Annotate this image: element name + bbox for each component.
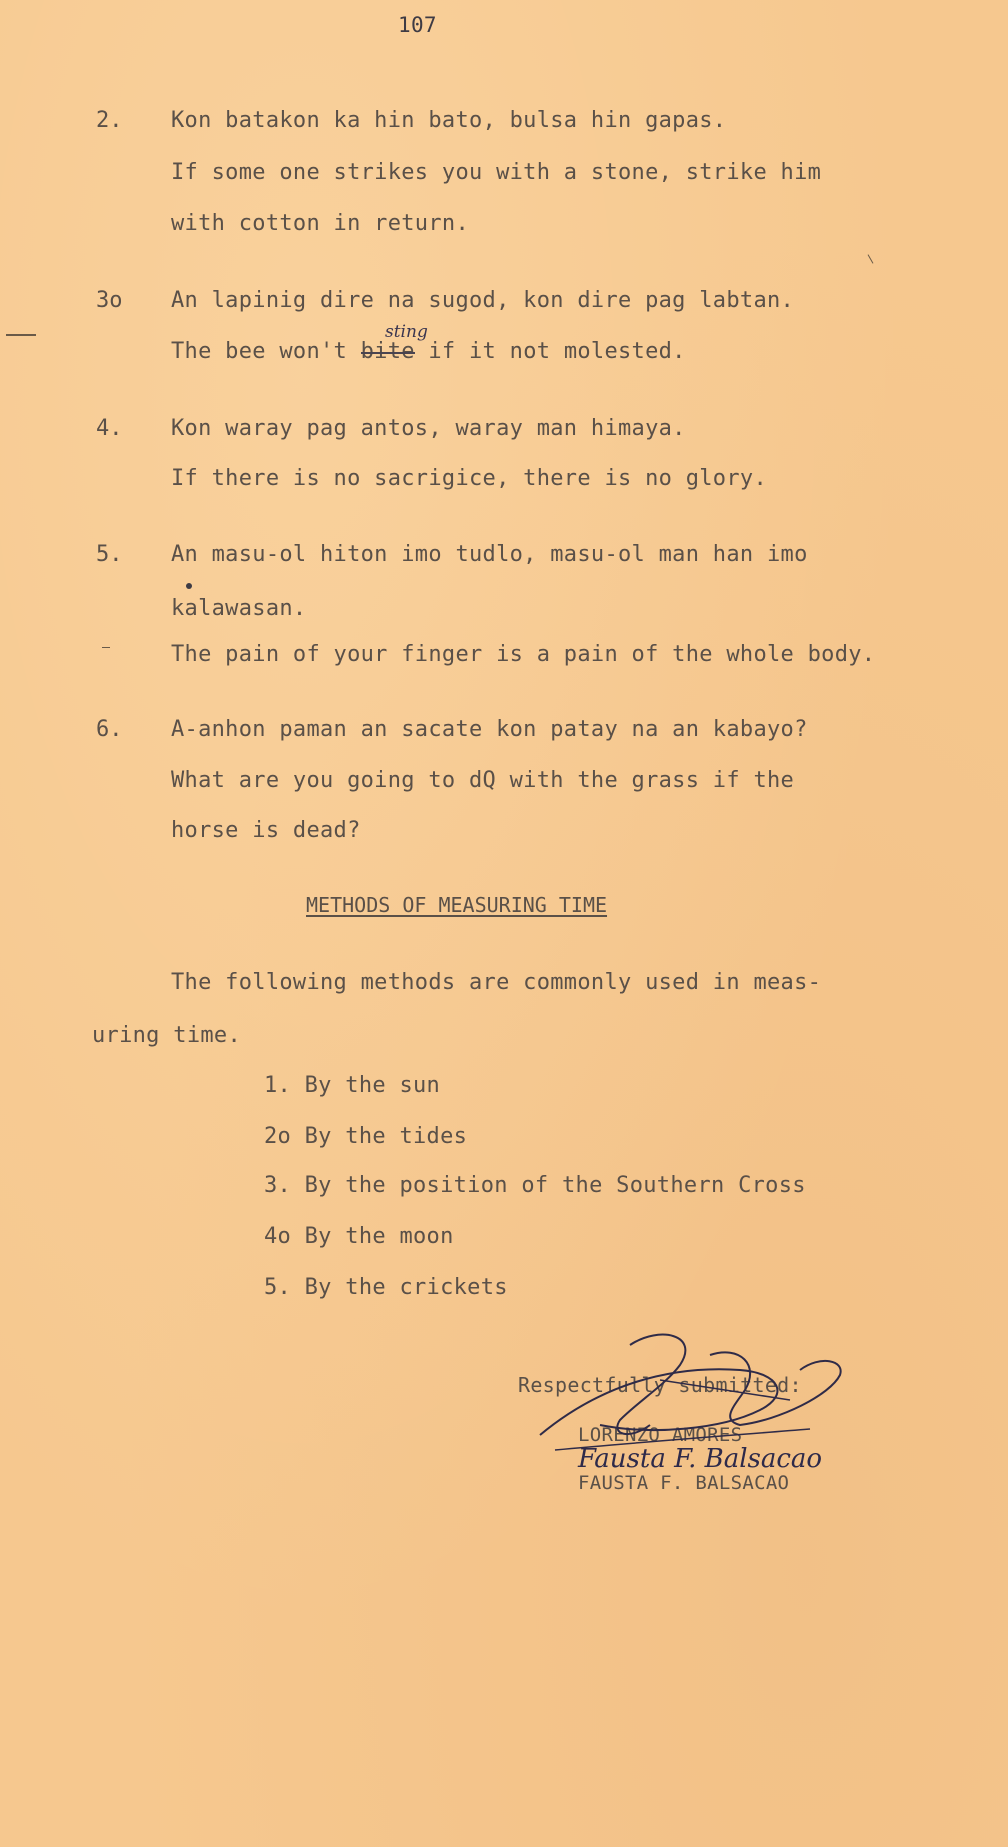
item-number: 3o [96, 288, 123, 313]
closing-line: Respectfully submitted: [518, 1373, 802, 1397]
proverb-translation [171, 339, 686, 365]
intro-text: uring time. [92, 1023, 241, 1048]
margin-mark [6, 334, 36, 336]
item-number: 2. [96, 108, 123, 133]
handwritten-correction: sting [385, 322, 428, 342]
proverb-original: Kon batakon ka hin bato, bulsa hin gapas. [171, 108, 727, 133]
method-item: 4o By the moon [264, 1224, 454, 1249]
method-item: 1. By the sun [264, 1073, 441, 1098]
proverb-translation: If there is no sacrigice, there is no glory. [171, 466, 767, 491]
method-item: 2o By the tides [264, 1124, 468, 1149]
proverb-original: An masu-ol hiton imo tudlo, masu-ol man han imo [171, 542, 808, 567]
proverb-translation: horse is dead? [171, 818, 361, 843]
signatory-name: FAUSTA F. BALSACAO [578, 1472, 790, 1494]
proverb-translation: What are you going to dQ with the grass if the [171, 768, 795, 793]
proverb-original: Kon waray pag antos, waray man himaya. [171, 416, 686, 441]
section-heading: METHODS OF MEASURING TIME [306, 893, 608, 917]
method-item: 5. By the crickets [264, 1275, 508, 1300]
line-suffix: if it not molested. [414, 339, 686, 364]
proverb-original: An lapinig dire na sugod, kon dire pag labtan. [171, 288, 795, 313]
ink-dot [186, 583, 192, 589]
signature-scribble [510, 1325, 930, 1485]
intro-text: The following methods are commonly used in meas- [171, 970, 822, 995]
method-item: 3. By the position of the Southern Cross [264, 1173, 806, 1198]
item-number: 5. [96, 542, 123, 567]
handwritten-signature: Fausta F. Balsacao [578, 1444, 823, 1474]
signatory-name: LORENZO AMORES [578, 1424, 743, 1446]
line-prefix: The bee won't [171, 339, 361, 364]
proverb-translation: If some one strikes you with a stone, strike him [171, 160, 822, 185]
item-number: 4. [96, 416, 123, 441]
proverb-original: kalawasan. [171, 596, 307, 621]
page-number: 107 [398, 13, 437, 37]
proverb-translation: with cotton in return. [171, 211, 469, 236]
item-number: 6. [96, 717, 123, 742]
proverb-original: A-anhon paman an sacate kon patay na an kabayo? [171, 717, 808, 742]
margin-mark [102, 647, 110, 648]
proverb-translation: The pain of your finger is a pain of the whole body. [171, 642, 876, 667]
struck-word: bite [360, 339, 415, 364]
